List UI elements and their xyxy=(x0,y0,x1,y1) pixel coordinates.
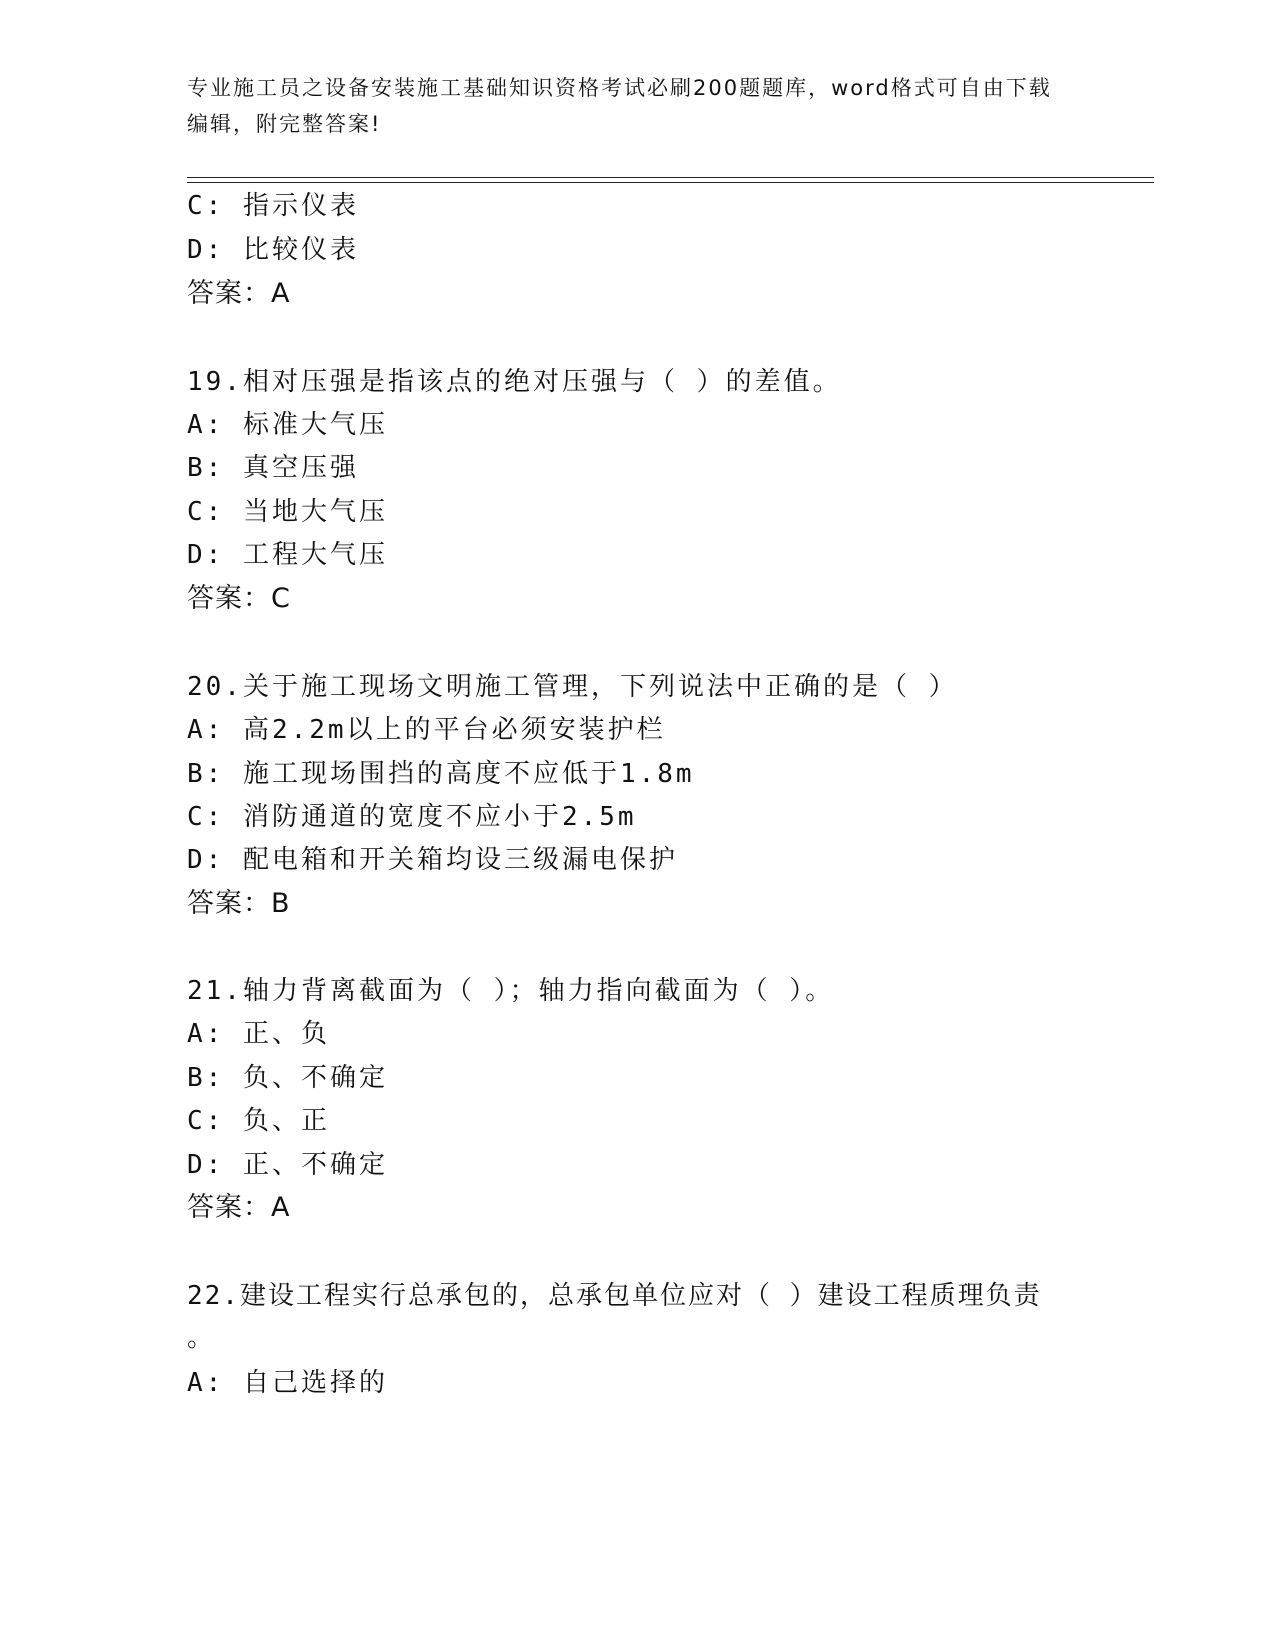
header-rule-bottom xyxy=(187,182,1154,183)
question-19-stem: 19.相对压强是指该点的绝对压强与（ ）的差值。 xyxy=(187,367,842,397)
question-20-option-d: D: 配电箱和开关箱均设三级漏电保护 xyxy=(187,845,678,875)
question-19-option-b: B: 真空压强 xyxy=(187,453,359,483)
document-header: 专业施工员之设备安装施工基础知识资格考试必刷200题题库，word格式可自由下载编辑，附完整答案! xyxy=(187,76,1052,136)
question-22-stem-continued: 。 xyxy=(187,1323,217,1353)
question-19-answer: 答案：C xyxy=(187,583,291,614)
question-20-stem: 20.关于施工现场文明施工管理，下列说法中正确的是（ ） xyxy=(187,672,958,702)
question-21-option-b: B: 负、不确定 xyxy=(187,1063,388,1093)
question-20-option-b: B: 施工现场围挡的高度不应低于1.8m xyxy=(187,759,695,789)
question-19-option-d: D: 工程大气压 xyxy=(187,540,388,570)
question-21-answer: 答案：A xyxy=(187,1192,291,1223)
question-21-option-d: D: 正、不确定 xyxy=(187,1150,388,1180)
question-20-answer: 答案：B xyxy=(187,888,291,919)
question-19-option-a: A: 标准大气压 xyxy=(187,410,388,440)
question-21-stem: 21.轴力背离截面为（ ）；轴力指向截面为（ ）。 xyxy=(187,976,835,1006)
option-c: C: 指示仪表 xyxy=(187,191,359,221)
question-22-option-a: A: 自己选择的 xyxy=(187,1368,388,1398)
header-rule-top xyxy=(187,177,1154,178)
answer: 答案：A xyxy=(187,278,291,309)
question-20-option-a: A: 高2.2m以上的平台必须安装护栏 xyxy=(187,715,666,745)
question-19-option-c: C: 当地大气压 xyxy=(187,497,388,527)
question-22-stem: 22.建设工程实行总承包的，总承包单位应对（ ）建设工程质理负责 xyxy=(187,1281,1042,1311)
option-d: D: 比较仪表 xyxy=(187,235,359,265)
question-20-option-c: C: 消防通道的宽度不应小于2.5m xyxy=(187,802,637,832)
question-21-option-a: A: 正、负 xyxy=(187,1019,330,1049)
question-21-option-c: C: 负、正 xyxy=(187,1106,330,1136)
